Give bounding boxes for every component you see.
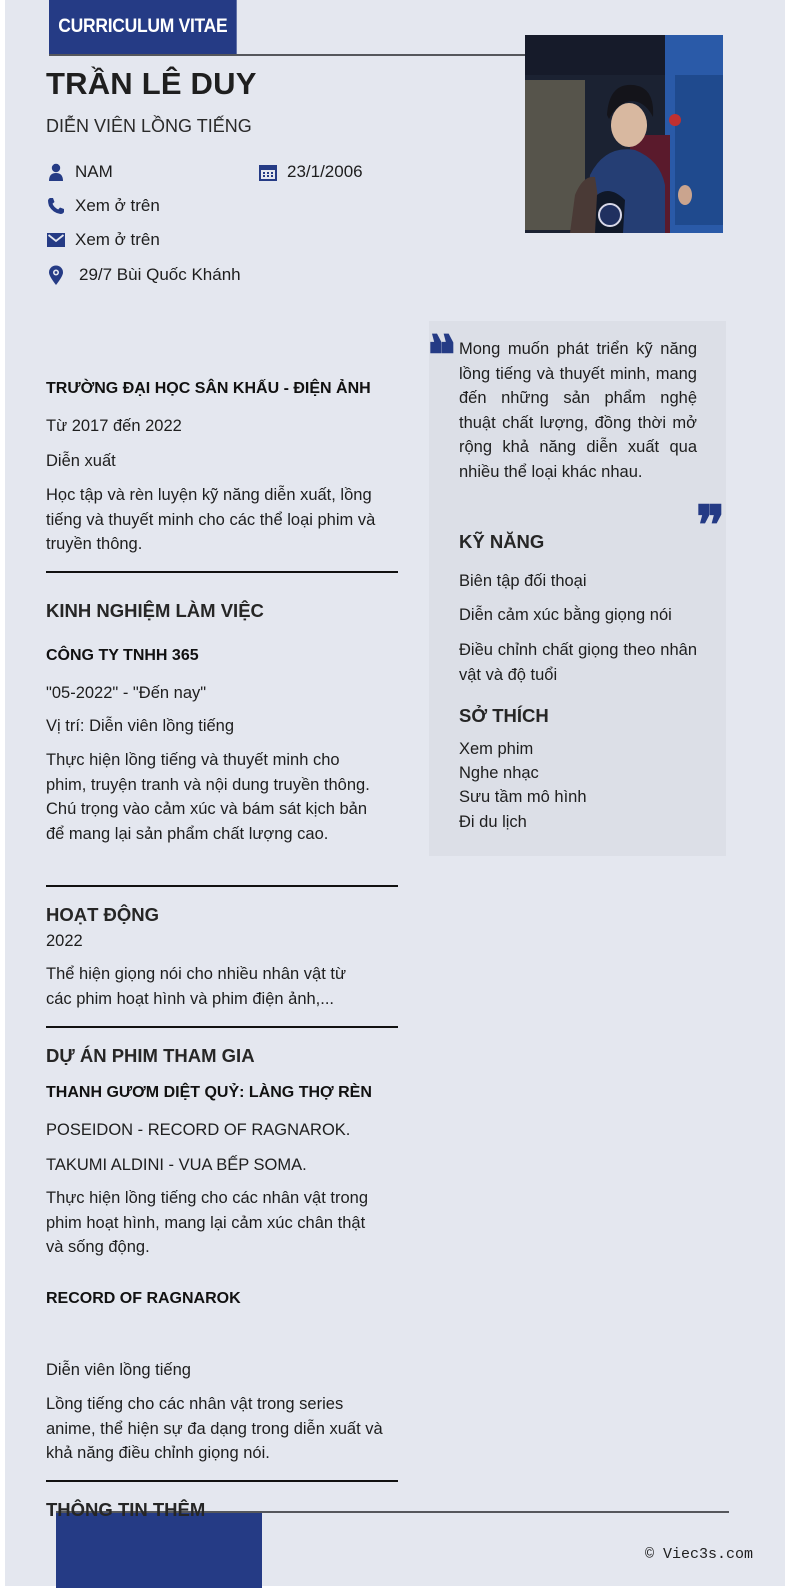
candidate-role: DIỄN VIÊN LỒNG TIẾNG xyxy=(46,116,252,136)
footer-accent-block xyxy=(56,1512,262,1588)
education-period: Từ 2017 đến 2022 xyxy=(46,417,182,435)
skill-item: Biên tập đối thoại xyxy=(459,572,587,590)
education-description: Học tập và rèn luyện kỹ năng diễn xuất, lồng tiếng và thuyết minh cho các thể loại phim và truyền thông. xyxy=(46,486,376,553)
project-name: RECORD OF RAGNAROK xyxy=(46,1290,241,1307)
skill-item: Diễn cảm xúc bằng giọng nói xyxy=(459,606,672,624)
cv-title-tag: CURRICULUM VITAE xyxy=(49,0,237,54)
hobby-item: Sưu tầm mô hình xyxy=(459,788,587,806)
project-role-line: TAKUMI ALDINI - VUA BẾP SOMA. xyxy=(46,1156,307,1174)
career-objective: Mong muốn phát triển kỹ năng lồng tiếng và thuyết minh, mang đến những sản phẩm nghệ thuật chất lượng, đồng thời mở rộng khả năng diễn xuất qua nhiều thể loại khác nhau. xyxy=(459,340,697,481)
calendar-icon xyxy=(258,162,278,182)
activities-year: 2022 xyxy=(46,932,83,950)
hobby-item: Nghe nhạc xyxy=(459,764,539,782)
activities-description: Thể hiện giọng nói cho nhiều nhân vật từ các phim hoạt hình và phim điện ảnh,... xyxy=(46,965,347,1008)
additional-info-title: THÔNG TIN THÊM xyxy=(46,1499,206,1520)
address-value: 29/7 Bùi Quốc Khánh xyxy=(79,265,241,284)
phone-icon xyxy=(46,196,66,216)
activities-title: HOẠT ĐỘNG xyxy=(46,904,160,925)
experience-title: KINH NGHIỆM LÀM VIỆC xyxy=(46,600,264,621)
education-school: TRƯỜNG ĐẠI HỌC SÂN KHẤU - ĐIỆN ẢNH xyxy=(46,380,371,397)
skill-item: Điều chỉnh chất giọng theo nhân vật và độ tuổi xyxy=(459,641,697,684)
birthdate-row xyxy=(258,162,363,182)
hobby-item: Xem phim xyxy=(459,740,534,758)
experience-description: Thực hiện lồng tiếng và thuyết minh cho phim, truyện tranh và nội dung truyền thông. Chú trọng vào cảm xúc và bám sát kịch bản để mang lại sản phẩm chất lượng cao. xyxy=(46,751,370,843)
email-value: Xem ở trên xyxy=(75,230,160,249)
quote-close-icon: ❞ xyxy=(696,493,726,557)
header-rule xyxy=(49,54,525,56)
phone-row xyxy=(46,196,160,216)
skills-title: KỸ NĂNG xyxy=(459,531,545,552)
experience-position: Vị trí: Diễn viên lồng tiếng xyxy=(46,717,235,735)
email-row xyxy=(46,230,160,250)
gender-value: NAM xyxy=(75,162,113,181)
experience-company: CÔNG TY TNHH 365 xyxy=(46,647,199,664)
project-description: Thực hiện lồng tiếng cho các nhân vật trong phim hoạt hình, mang lại cảm xúc chân thật và sống động. xyxy=(46,1189,368,1256)
candidate-name: TRẦN LÊ DUY xyxy=(46,66,257,101)
project-description: Lồng tiếng cho các nhân vật trong series anime, thể hiện sự đa dạng trong diễn xuất và khả năng điều chỉnh giọng nói. xyxy=(46,1395,383,1462)
envelope-icon xyxy=(46,230,66,250)
watermark: © Viec3s.com xyxy=(644,1546,753,1563)
project-name: THANH GƯƠM DIỆT QUỶ: LÀNG THỢ RÈN xyxy=(46,1084,372,1101)
experience-period: "05-2022" - "Đến nay" xyxy=(46,684,207,702)
person-icon xyxy=(46,162,66,182)
section-divider xyxy=(46,885,398,887)
birthdate-value: 23/1/2006 xyxy=(287,162,363,181)
section-divider xyxy=(46,571,398,573)
location-pin-icon xyxy=(46,265,66,285)
hobby-item: Đi du lịch xyxy=(459,813,527,831)
project-role-line: POSEIDON - RECORD OF RAGNAROK. xyxy=(46,1121,351,1139)
phone-value: Xem ở trên xyxy=(75,196,160,215)
profile-photo xyxy=(525,35,723,233)
section-divider xyxy=(46,1026,398,1028)
hobbies-title: SỞ THÍCH xyxy=(459,705,549,726)
project-role: Diễn viên lồng tiếng xyxy=(46,1361,191,1379)
education-major: Diễn xuất xyxy=(46,452,116,470)
address-row xyxy=(46,265,241,285)
gender-row xyxy=(46,162,113,182)
section-divider xyxy=(46,1480,398,1482)
projects-title: DỰ ÁN PHIM THAM GIA xyxy=(46,1045,255,1066)
quote-open-icon: ❞ xyxy=(428,300,458,364)
